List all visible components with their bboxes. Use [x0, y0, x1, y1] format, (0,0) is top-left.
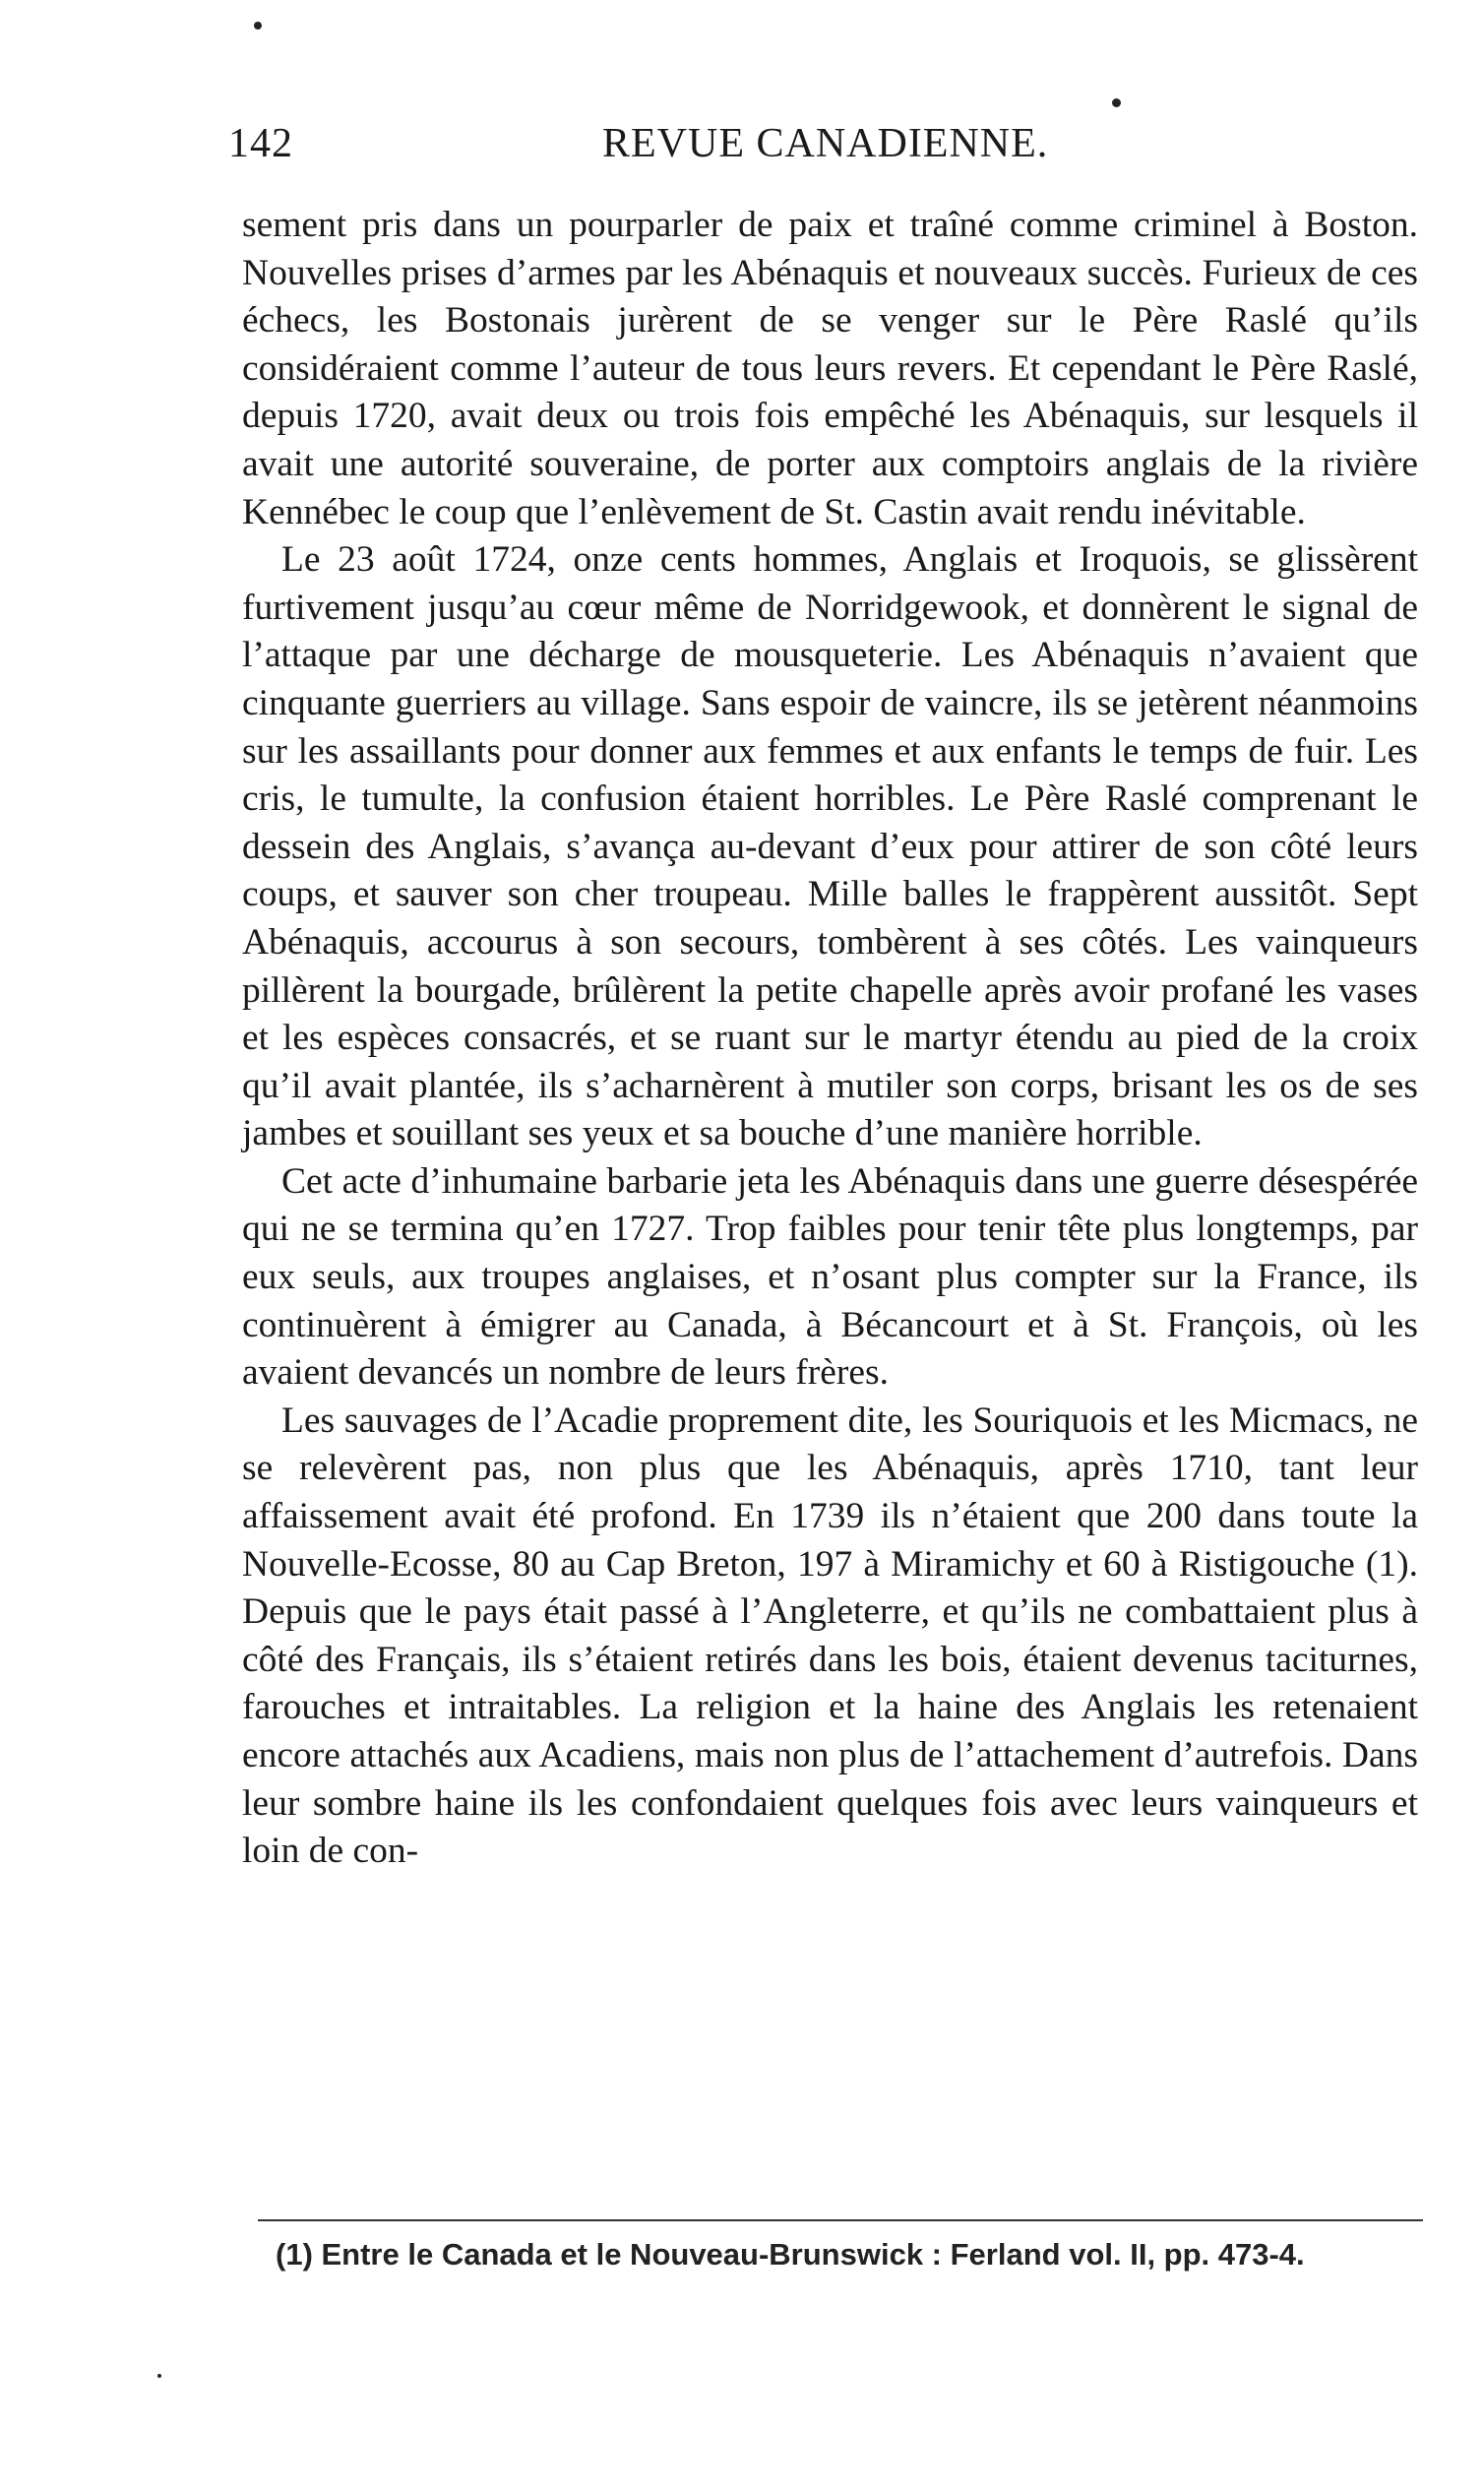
paragraph: sement pris dans un pourparler de paix et traîné comme criminel à Boston. Nouvelles prises d’armes par les Abénaquis et nouveaux succès. Furieux de ces échecs, les Bostonais jurèrent de se venger sur le Père Raslé qu’ils considéraient comme l’auteur de tous leurs revers. Et cependant le Père Raslé, depuis 1720, avait deux ou trois fois empêché les Abénaquis, sur lesquels il avait une autorité souveraine, de porter aux comptoirs anglais de la rivière Kennébec le coup que l’enlèvement de St. Castin avait rendu inévitable.: [242, 205, 1418, 532]
paragraph: Le 23 août 1724, onze cents hommes, Anglais et Iroquois, se glissèrent furtivement jusqu’au cœur même de Norridgewook, et donnèrent le signal de l’attaque par une décharge de mousqueterie. Les Abénaquis n’avaient que cinquante guerriers au village. Sans espoir de vaincre, ils se jetèrent néanmoins sur les assaillants pour donner aux femmes et aux enfants le temps de fuir. Les cris, le tumulte, la confusion étaient horribles. Le Père Raslé comprenant le dessein des Anglais, s’avança au-devant d’eux pour attirer de son côté leurs coups, et sauver son cher troupeau. Mille balles le frappèrent aussitôt. Sept Abénaquis, accourus à son secours, tombèrent à ses côtés. Les vainqueurs pillèrent la bourgade, brûlèrent la petite chapelle après avoir profané les vases et les espèces consacrés, et se ruant sur le martyr étendu au pied de la croix qu’il avait plantée, ils s’acharnèrent à mutiler son corps, brisant les os de ses jambes et souillant ses yeux et sa bouche d’une manière horrible.: [242, 539, 1418, 1154]
page-number: 142: [228, 121, 293, 166]
footnote: (1) Entre le Canada et le Nouveau-Brunswick : Ferland vol. II, pp. 473-4.: [276, 2237, 1305, 2272]
scan-speck: [1112, 98, 1121, 107]
journal-title: REVUE CANADIENNE.: [602, 121, 1049, 166]
paragraph: Les sauvages de l’Acadie proprement dite, les Souriquois et les Micmacs, ne se relevèrent pas, non plus que les Abénaquis, après 1710, tant leur affaissement avait été profond. En 1739 ils n’étaient que 200 dans toute la Nouvelle-Ecosse, 80 au Cap Breton, 197 à Miramichy et 60 à Ristigouche (1). Depuis que le pays était passé à l’Angleterre, et qu’ils ne combattaient plus à côté des Français, ils s’étaient retirés dans les bois, étaient devenus taciturnes, farouches et intraitables. La religion et la haine des Anglais les retenaient encore attachés aux Acadiens, mais non plus de l’attachement d’autrefois. Dans leur sombre haine ils les confondaient quelques fois avec leurs vainqueurs et loin de con-: [242, 1400, 1418, 1872]
scan-speck: [254, 22, 262, 30]
body-text: [242, 202, 1418, 1876]
paragraph: Cet acte d’inhumaine barbarie jeta les Abénaquis dans une guerre désespérée qui ne se termina qu’en 1727. Trop faibles pour tenir tête plus longtemps, par eux seuls, aux troupes anglaises, et n’osant plus compter sur la France, ils continuèrent à émigrer au Canada, à Bécancourt et à St. François, où les avaient devancés un nombre de leurs frères.: [242, 1160, 1418, 1394]
running-head: [228, 120, 1429, 179]
scan-speck: [157, 2374, 161, 2378]
footnote-divider: [258, 2219, 1423, 2221]
